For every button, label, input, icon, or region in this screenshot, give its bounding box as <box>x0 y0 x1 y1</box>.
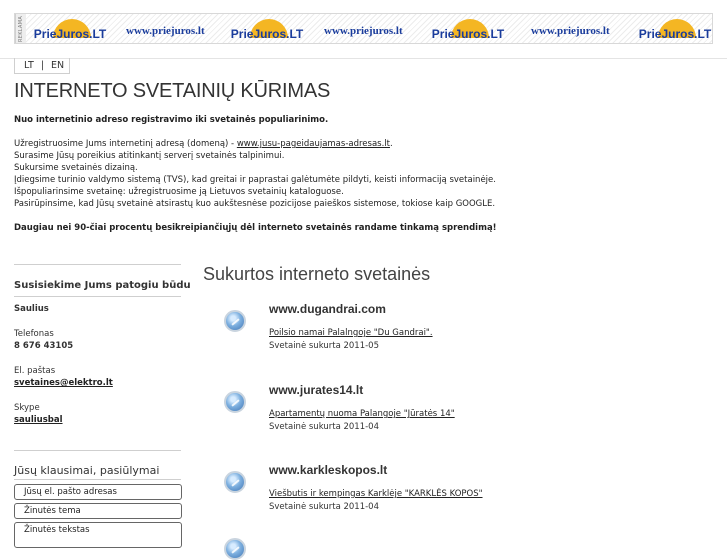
lang-en-link[interactable]: EN <box>51 60 65 71</box>
banner-url[interactable]: www.priejuros.lt <box>531 25 610 37</box>
message-textarea[interactable]: Žinutės tekstas <box>14 522 182 548</box>
site-item <box>222 302 702 366</box>
divider <box>0 58 727 59</box>
page-title: INTERNETO SVETAINIŲ KŪRIMAS <box>14 80 331 102</box>
globe-icon <box>224 538 246 560</box>
logo-text: PrieJuros.LT <box>230 27 304 41</box>
divider <box>14 296 181 297</box>
contact-name: Saulius <box>14 304 49 314</box>
site-name: www.jurates14.lt <box>269 383 364 397</box>
intro-text <box>14 114 714 234</box>
site-name: www.dugandrai.com <box>269 302 386 316</box>
site-link[interactable]: Viešbutis ir kempingas Karklėje "KARKLĖS KOPOS" <box>269 489 483 499</box>
intro-closing: Daugiau nei 90-čiai procentų besikreipiančiųjų dėl interneto svetainės randame tinkamą sprendimą! <box>14 223 497 233</box>
lang-lt-link[interactable]: LT <box>24 60 34 71</box>
site-item <box>222 383 702 447</box>
email-label: El. paštas <box>14 366 56 376</box>
lang-separator: | <box>41 60 45 71</box>
contact-title: Susisiekime Jums patogiu būdu <box>14 280 191 291</box>
priejuros-logo[interactable] <box>230 17 304 41</box>
site-date: Svetainė sukurta 2011-04 <box>269 502 379 512</box>
ad-label: REKLAMA <box>15 14 26 43</box>
priejuros-logo[interactable] <box>431 17 505 41</box>
ad-banner[interactable] <box>14 13 713 44</box>
globe-icon <box>224 391 246 413</box>
banner-url[interactable]: www.priejuros.lt <box>126 25 205 37</box>
site-link[interactable]: Apartamentų nuoma Palangoje "Jūratės 14" <box>269 409 455 419</box>
intro-line <box>14 138 714 150</box>
site-date: Svetainė sukurta 2011-04 <box>269 422 379 432</box>
subject-input[interactable]: Žinutės tema <box>14 503 182 519</box>
sites-title: Sukurtos interneto svetainės <box>203 264 431 284</box>
site-item <box>222 463 702 527</box>
logo-text: PrieJuros.LT <box>33 27 107 41</box>
divider <box>14 450 181 451</box>
intro-line: Surasime Jūsų poreikius atitinkantį serverį svetainės talpinimui. <box>14 151 285 161</box>
skype-label: Skype <box>14 403 40 413</box>
intro-line-text: . <box>390 139 393 149</box>
email-input[interactable]: Jūsų el. pašto adresas <box>14 484 182 500</box>
intro-line: Išpopuliarinsime svetainę: užregistruosime ją Lietuvos svetainių kataloguose. <box>14 187 344 197</box>
banner-url[interactable]: www.priejuros.lt <box>324 25 403 37</box>
email-link[interactable]: svetaines@elektro.lt <box>14 378 113 388</box>
logo-text: PrieJuros.LT <box>431 27 505 41</box>
priejuros-logo[interactable] <box>33 17 107 41</box>
divider <box>14 479 181 480</box>
intro-line: Sukursime svetainės dizainą. <box>14 163 138 173</box>
phone-label: Telefonas <box>14 329 54 339</box>
logo-text: PrieJuros.LT <box>638 27 712 41</box>
domain-example-link[interactable]: www.jusu-pageidaujamas-adresas.lt <box>236 139 390 149</box>
priejuros-logo[interactable] <box>638 17 712 41</box>
divider <box>14 264 181 265</box>
site-date: Svetainė sukurta 2011-05 <box>269 341 379 351</box>
globe-icon <box>224 471 246 493</box>
site-link[interactable]: Poilsio namai Palalngoje "Du Gandrai". <box>269 328 433 338</box>
intro-line: Įdiegsime turinio valdymo sistemą (TVS), kad greitai ir paprastai galėtumėte pildyti, keisti informaciją svetainėje. <box>14 175 496 185</box>
skype-link[interactable]: sauliusbal <box>14 415 63 425</box>
intro-line: Pasirūpinsime, kad Jūsų svetainė atsirastų kuo aukštesnėse pozicijose paieškos sistemose, tokiose kaip GOOGLE. <box>14 199 496 209</box>
intro-line-text: Užregistruosime Jums internetinį adresą (domeną) - <box>14 139 237 149</box>
feedback-title: Jūsų klausimai, pasiūlymai <box>14 464 160 477</box>
phone-number: 8 676 43105 <box>14 341 74 351</box>
language-switch <box>14 58 70 74</box>
intro-lead: Nuo internetinio adreso registravimo iki svetainės populiarinimo. <box>14 115 329 125</box>
globe-icon <box>224 310 246 332</box>
site-name: www.karkleskopos.lt <box>269 463 388 477</box>
